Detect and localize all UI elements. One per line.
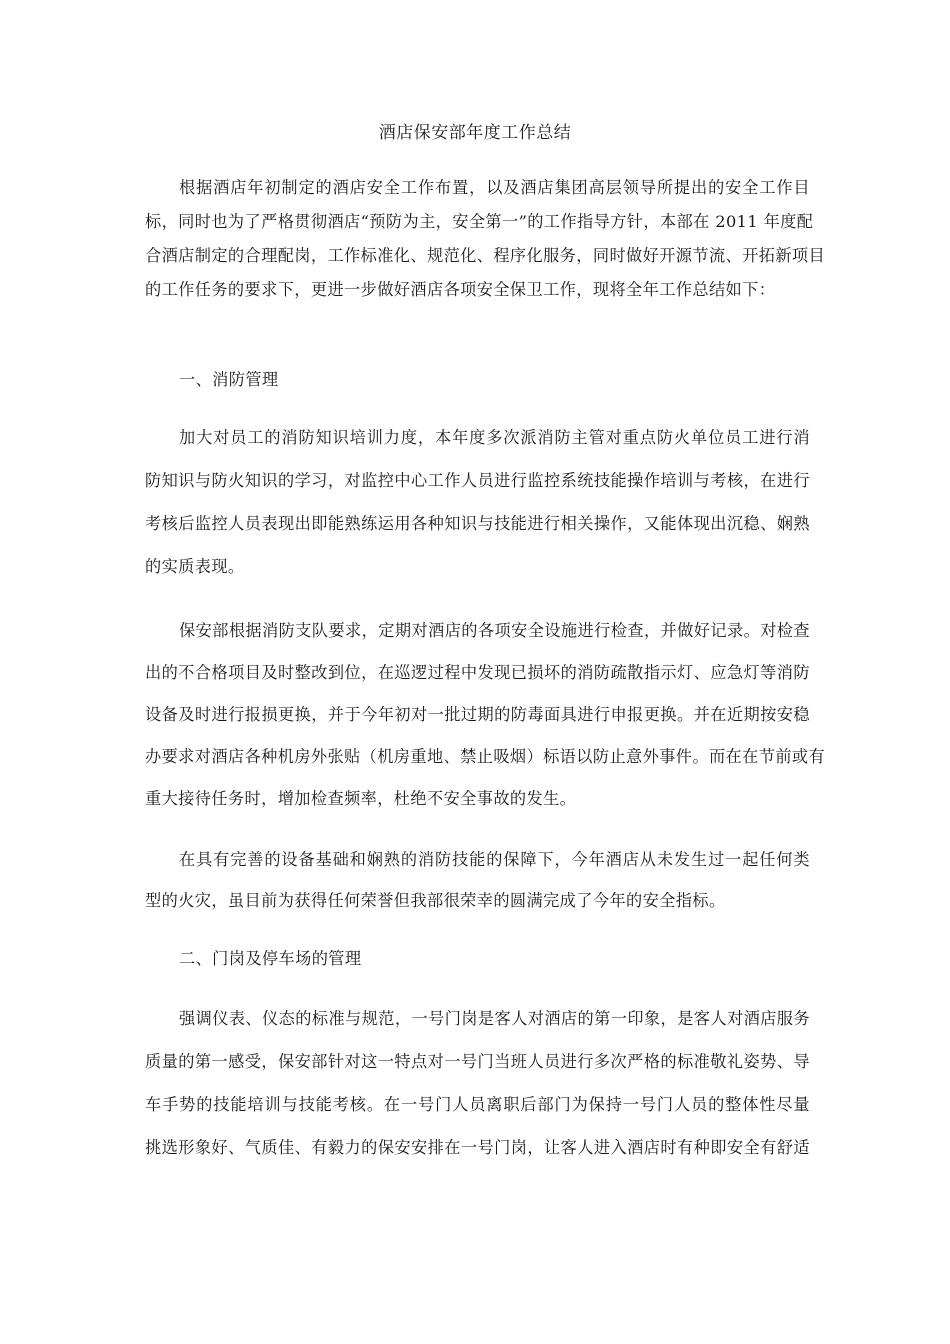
- paragraph-line: 保安部根据消防支队要求，定期对酒店的各项安全设施进行检查，并做好记录。对检查: [179, 621, 810, 640]
- paragraph-line: 质量的第一感受，保安部针对这一特点对一号门当班人员进行多次严格的标准敬礼姿势、导: [145, 1052, 810, 1071]
- paragraph-line: 设备及时进行报损更换，并于今年初对一批过期的防毒面具进行申报更换。并在近期按安稳: [145, 705, 810, 724]
- paragraph-line: 的工作任务的要求下，更进一步做好酒店各项安全保卫工作，现将全年工作总结如下：: [145, 280, 776, 299]
- section-heading: 一、消防管理: [179, 370, 279, 389]
- paragraph-line: 防知识与防火知识的学习，对监控中心工作人员进行监控系统技能操作培训与考核，在进行: [145, 471, 810, 490]
- paragraph-line: 标，同时也为了严格贯彻酒店“预防为主，安全第一”的工作指导方针，本部在 2011 年度配: [145, 212, 814, 231]
- paragraph-line: 的实质表现。: [145, 557, 245, 576]
- paragraph-line: 出的不合格项目及时整改到位，在巡逻过程中发现已损坏的消防疏散指示灯、应急灯等消防: [145, 663, 810, 682]
- paragraph-line: 重大接待任务时，增加检查频率，杜绝不安全事故的发生。: [145, 789, 577, 808]
- paragraph-line: 型的火灾，虽目前为获得任何荣誉但我部很荣幸的圆满完成了今年的安全指标。: [145, 891, 726, 910]
- paragraph-line: 办要求对酒店各种机房外张贴（机房重地、禁止吸烟）标语以防止意外事件。而在在节前或有: [145, 747, 826, 766]
- paragraph-line: 挑选形象好、气质佳、有毅力的保安安排在一号门岗，让客人进入酒店时有种即安全有舒适: [145, 1138, 810, 1157]
- paragraph-line: 加大对员工的消防知识培训力度，本年度多次派消防主管对重点防火单位员工进行消: [179, 428, 810, 447]
- paragraph-line: 根据酒店年初制定的酒店安全工作布置，以及酒店集团高层领导所提出的安全工作目: [179, 178, 810, 197]
- document-title: 酒店保安部年度工作总结: [378, 123, 572, 143]
- paragraph-line: 强调仪表、仪态的标准与规范，一号门岗是客人对酒店的第一印象，是客人对酒店服务: [179, 1009, 810, 1028]
- paragraph-line: 在具有完善的设备基础和娴熟的消防技能的保障下，今年酒店从未发生过一起任何类: [179, 850, 810, 869]
- paragraph-line: 考核后监控人员表现出即能熟练运用各种知识与技能进行相关操作，又能体现出沉稳、娴熟: [145, 514, 810, 533]
- paragraph-line: 合酒店制定的合理配岗，工作标准化、规范化、程序化服务，同时做好开源节流、开拓新项目: [145, 246, 826, 265]
- section-heading: 二、门岗及停车场的管理: [179, 949, 362, 968]
- paragraph-line: 车手势的技能培训与技能考核。在一号门人员离职后部门为保持一号门人员的整体性尽量: [145, 1095, 810, 1114]
